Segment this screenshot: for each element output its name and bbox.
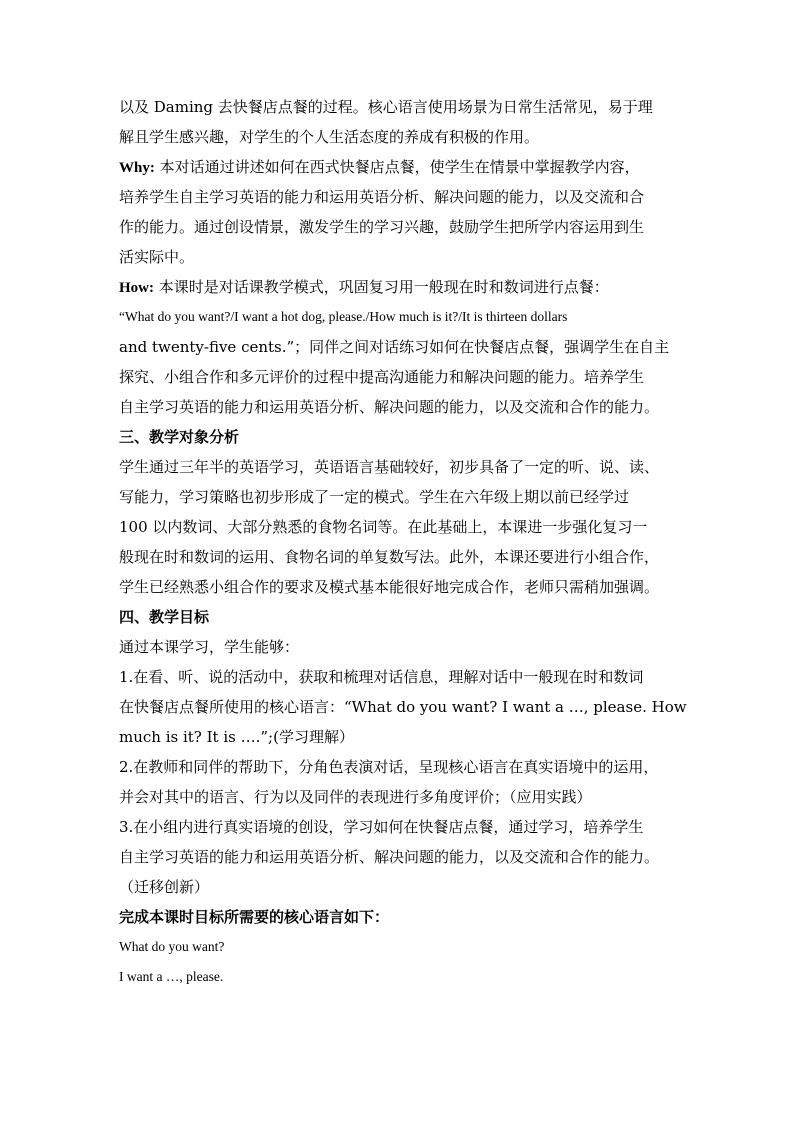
how-line-2: “What do you want?/I want a hot dog, please./How much is it?/It is thirteen dollars	[119, 309, 568, 324]
section-4-intro: 通过本课学习，学生能够：	[119, 638, 300, 656]
section-3-line-5: 学生已经熟悉小组合作的要求及模式基本能很好地完成合作，老师只需稍加强调。	[119, 578, 660, 596]
how-line-1	[119, 276, 679, 306]
why-line-2: 培养学生自主学习英语的能力和运用英语分析、解决问题的能力，以及交流和合	[119, 188, 645, 206]
section-3-line-3: 100 以内数词、大部分熟悉的食物名词等。在此基础上，本课进一步强化复习一	[119, 518, 648, 536]
how-line-5: 自主学习英语的能力和运用英语分析、解决问题的能力，以及交流和合作的能力。	[119, 398, 660, 416]
goal-1-line-1: 1.在看、听、说的活动中，获取和梳理对话信息，理解对话中一般现在时和数词	[119, 668, 644, 686]
goal-1-line-2: 在快餐店点餐所使用的核心语言：“What do you want? I want a …, please. How	[119, 698, 687, 716]
core-language-heading: 完成本课时目标所需要的核心语言如下：	[119, 908, 390, 926]
section-4-heading: 四、教学目标	[119, 608, 210, 626]
how-line-4: 探究、小组合作和多元评价的过程中提高沟通能力和解决问题的能力。培养学生	[119, 368, 645, 386]
goal-2-line-1: 2.在教师和同伴的帮助下，分角色表演对话，呈现核心语言在真实语境中的运用，	[119, 758, 659, 776]
goal-3-line-3: （迁移创新）	[119, 878, 210, 896]
core-sentence-1: What do you want?	[119, 939, 225, 954]
section-3-line-4: 般现在时和数词的运用、食物名词的单复数写法。此外，本课还要进行小组合作，	[119, 548, 660, 566]
how-line-3: and twenty-five cents.”；同伴之间对话练习如何在快餐店点餐，强调学生在自主	[119, 338, 670, 356]
goal-3-line-1: 3.在小组内进行真实语境的创设，学习如何在快餐店点餐，通过学习，培养学生	[119, 818, 644, 836]
why-line-1	[119, 156, 679, 186]
how-label: How:	[119, 280, 154, 296]
why-line-3: 作的能力。通过创设情景，激发学生的学习兴趣，鼓励学生把所学内容运用到生	[119, 218, 645, 236]
how-text: 本课时是对话课教学模式，巩固复习用一般现在时和数词进行点餐：	[154, 278, 609, 296]
why-text: 本对话通过讲述如何在西式快餐店点餐，使学生在情景中掌握教学内容，	[154, 158, 640, 176]
section-3-heading: 三、教学对象分析	[119, 428, 240, 446]
goal-3-line-2: 自主学习英语的能力和运用英语分析、解决问题的能力，以及交流和合作的能力。	[119, 848, 660, 866]
core-sentence-2: I want a …, please.	[119, 969, 224, 984]
section-3-line-2: 写能力，学习策略也初步形成了一定的模式。学生在六年级上期以前已经学过	[119, 488, 630, 506]
intro-line-2: 解且学生感兴趣，对学生的个人生活态度的养成有积极的作用。	[119, 128, 540, 146]
document-page	[119, 96, 687, 996]
intro-line-1: 以及 Daming 去快餐店点餐的过程。核心语言使用场景为日常生活常见，易于理	[119, 98, 653, 116]
goal-1-line-3: much is it? It is ….”;(学习理解）	[119, 728, 354, 746]
why-label: Why:	[119, 160, 155, 176]
goal-2-line-2: 并会对其中的语言、行为以及同伴的表现进行多角度评价；（应用实践）	[119, 788, 592, 806]
why-line-4: 活实际中。	[119, 248, 195, 266]
section-3-line-1: 学生通过三年半的英语学习，英语语言基础较好，初步具备了一定的听、说、读、	[119, 458, 660, 476]
